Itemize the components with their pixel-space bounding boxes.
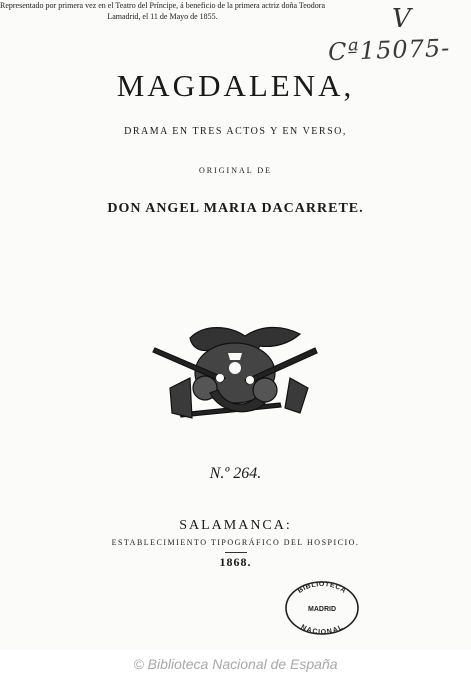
handwritten-letter: V bbox=[392, 4, 411, 34]
printer-name: ESTABLECIMIENTO TIPOGRÁFICO DEL HOSPICIO. bbox=[111, 538, 360, 547]
trophy-arms-vignette-icon bbox=[150, 318, 320, 428]
handwritten-call-number: Cª15075- bbox=[327, 33, 451, 67]
stamp-top-text: BIBLIOTECA bbox=[296, 580, 348, 595]
stamp-middle-text: MADRID bbox=[308, 606, 336, 613]
publication-year: 1868. bbox=[219, 555, 252, 569]
author-name: DON ANGEL MARIA DACARRETE. bbox=[107, 201, 364, 216]
performance-note: Representado por primera vez en el Teatro del Príncipe, á beneficio de la primera actriz doña Teodora Lamadrid, el 11 de Mayo de 1855. bbox=[0, 1, 325, 21]
original-line: ORIGINAL DE bbox=[198, 166, 273, 175]
svg-text:NACIONAL bbox=[300, 624, 345, 636]
divider bbox=[225, 552, 247, 553]
library-stamp bbox=[282, 578, 362, 636]
volume-number: N.º 264. bbox=[209, 465, 262, 482]
svg-text:BIBLIOTECA bbox=[297, 581, 348, 595]
publication-city: SALAMANCA: bbox=[179, 518, 292, 533]
stamp-bottom-text: NACIONAL bbox=[299, 623, 345, 636]
copyright-notice: © Biblioteca Nacional de España bbox=[133, 656, 338, 672]
document-title: MAGDALENA, bbox=[116, 68, 355, 103]
document-subtitle: DRAMA EN TRES ACTOS Y EN VERSO, bbox=[124, 126, 347, 137]
